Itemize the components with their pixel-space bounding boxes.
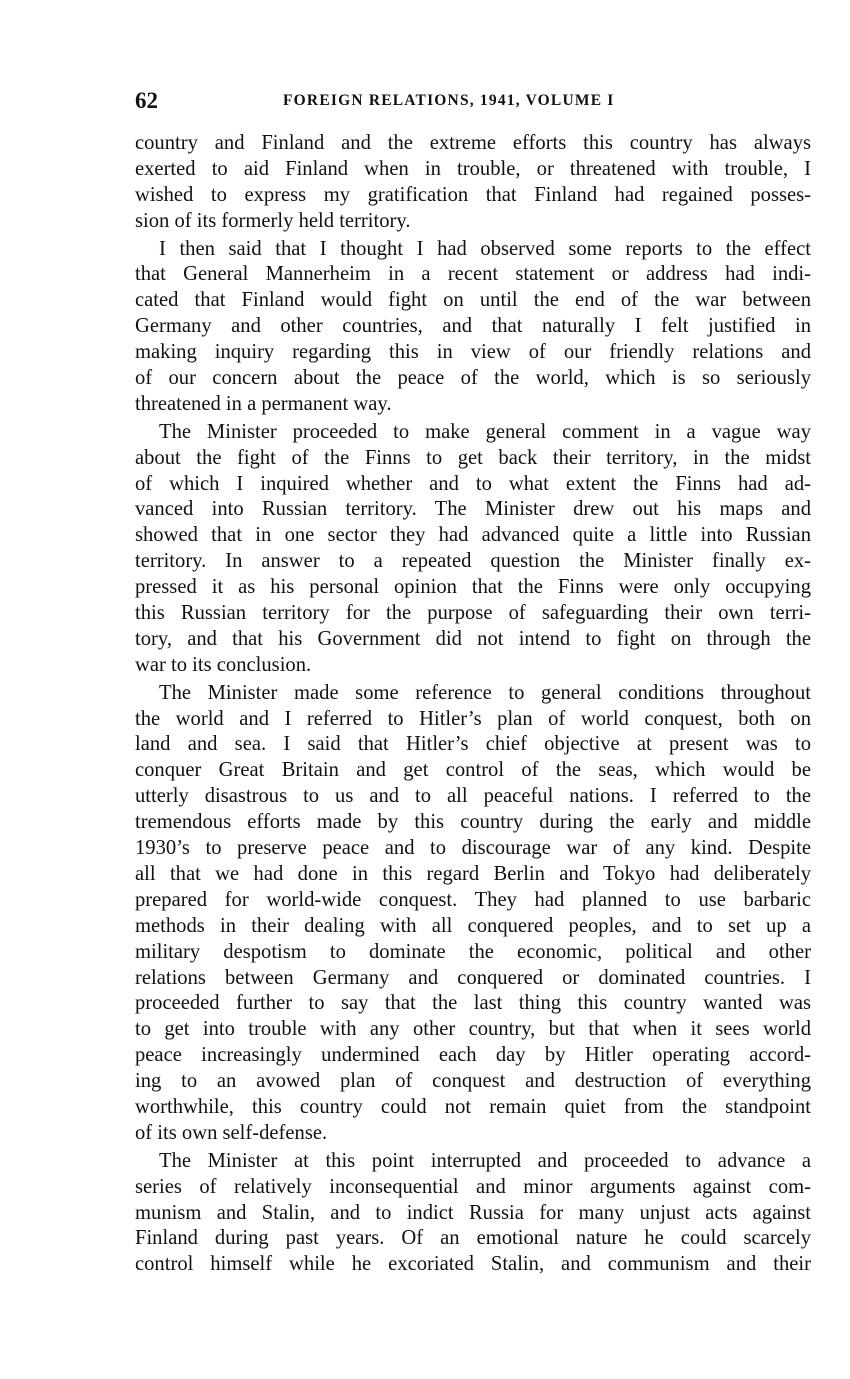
- text-line: The Minister at this point interrupted and proceeded to advance a: [159, 1149, 811, 1172]
- text-line: making inquiry regarding this in view of our friendly relations and: [135, 341, 811, 364]
- text-line: control himself while he excoriated Stalin, and communism and their: [135, 1253, 811, 1276]
- text-line: military despotism to dominate the economic, political and other: [135, 940, 811, 963]
- text-line: showed that in one sector they had advanced quite a little into Russian: [135, 524, 811, 547]
- text-line: Germany and other countries, and that naturally I felt justified in: [135, 315, 811, 338]
- text-line: wished to express my gratification that Finland had regained posses-: [135, 183, 811, 206]
- paragraph: [135, 237, 811, 418]
- text-line: this Russian territory for the purpose of safeguarding their own terri-: [135, 602, 811, 625]
- paragraph: [135, 420, 811, 679]
- text-line: pressed it as his personal opinion that the Finns were only occupying: [135, 576, 811, 599]
- text-line: of which I inquired whether and to what extent the Finns had ad-: [135, 472, 811, 495]
- text-line: to get into trouble with any other country, but that when it sees world: [135, 1018, 811, 1041]
- text-line: The Minister proceeded to make general comment in a vague way: [159, 420, 811, 443]
- text-line: series of relatively inconsequential and minor arguments against com-: [135, 1175, 811, 1198]
- text-line: cated that Finland would fight on until the end of the war between: [135, 289, 811, 312]
- text-line: ing to an avowed plan of conquest and destruction of everything: [135, 1070, 811, 1093]
- paragraph: [135, 131, 811, 235]
- text-line: peace increasingly undermined each day by Hitler operating accord-: [135, 1044, 811, 1067]
- text-line: war to its conclusion.: [135, 653, 312, 676]
- text-line: territory. In answer to a repeated question the Minister finally ex-: [135, 550, 811, 573]
- text-line: prepared for world-wide conquest. They had planned to use barbaric: [135, 888, 811, 911]
- text-line: vanced into Russian territory. The Minister drew out his maps and: [135, 498, 811, 521]
- text-line: Finland during past years. Of an emotional nature he could scarcely: [135, 1227, 811, 1250]
- text-line: methods in their dealing with all conquered peoples, and to set up a: [135, 914, 811, 937]
- text-line: country and Finland and the extreme efforts this country has always: [135, 132, 811, 154]
- text-line: munism and Stalin, and to indict Russia for many unjust acts against: [135, 1201, 811, 1224]
- text-line: the world and I referred to Hitler’s plan of world conquest, both on: [135, 707, 811, 730]
- text-line: that General Mannerheim in a recent statement or address had indi-: [135, 263, 811, 286]
- text-line: of its own self-defense.: [135, 1121, 328, 1144]
- text-line: tremendous efforts made by this country during the early and middle: [135, 811, 811, 834]
- text-line: The Minister made some reference to general conditions throughout: [159, 681, 811, 704]
- text-line: 1930’s to preserve peace and to discourage war of any kind. Despite: [135, 837, 811, 860]
- text-line: about the fight of the Finns to get back their territory, in the midst: [135, 446, 811, 469]
- paragraph: [135, 1149, 811, 1278]
- text-line: of our concern about the peace of the world, which is so seriously: [135, 367, 811, 390]
- running-head: FOREIGN RELATIONS, 1941, VOLUME I: [283, 92, 615, 109]
- paragraph: [135, 681, 811, 1147]
- text-line: threatened in a permanent way.: [135, 392, 392, 415]
- text-line: proceeded further to say that the last thing this country wanted was: [135, 992, 811, 1015]
- text-line: all that we had done in this regard Berlin and Tokyo had deliberately: [135, 862, 811, 885]
- text-line: utterly disastrous to us and to all peaceful nations. I referred to the: [135, 785, 811, 808]
- text-line: land and sea. I said that Hitler’s chief objective at present was to: [135, 733, 811, 756]
- text-line: conquer Great Britain and get control of the seas, which would be: [135, 759, 811, 782]
- text-line: sion of its formerly held territory.: [135, 209, 411, 232]
- body-text: [135, 131, 811, 1280]
- text-line: exerted to aid Finland when in trouble, or threatened with trouble, I: [135, 157, 811, 180]
- text-line: I then said that I thought I had observed some reports to the effect: [159, 237, 811, 260]
- text-line: worthwhile, this country could not remain quiet from the standpoint: [135, 1095, 811, 1118]
- text-line: tory, and that his Government did not intend to fight on through the: [135, 627, 811, 650]
- page-header: [135, 86, 811, 116]
- text-line: relations between Germany and conquered or dominated countries. I: [135, 966, 811, 989]
- page-number: 62: [135, 88, 158, 113]
